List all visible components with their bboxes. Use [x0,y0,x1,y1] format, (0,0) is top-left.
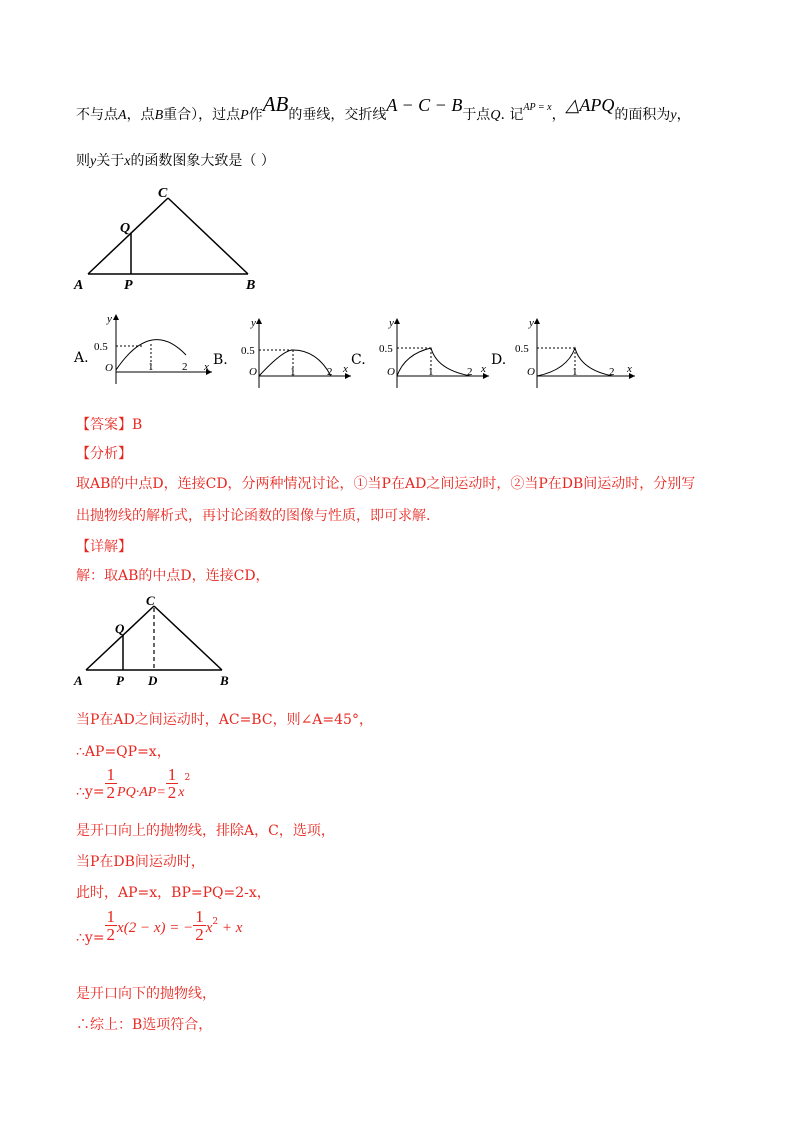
axis-y-label: y [389,317,394,329]
text: x [205,919,213,936]
numerator: 1 [106,765,116,784]
option-d-graph [509,314,639,388]
axis-x-label: x [204,361,209,373]
option-b-axes [256,318,351,388]
text: x [124,154,131,169]
origin-label: O [249,366,257,378]
triangle-figure-1 [70,186,270,294]
label-a: A [74,673,83,688]
detail-formula-2 [76,908,242,950]
tick-label: 2 [467,366,473,378]
analysis-tag: 【分析】 [76,446,132,462]
text: 的面积为 [614,107,671,123]
text: ∴y= [76,929,105,946]
triangle-figure-2 [70,594,240,690]
option-b-label: B. [213,352,228,368]
label-p: P [116,673,124,688]
option-a-axes [113,314,212,384]
text: ，点 [126,107,155,123]
exponent: 2 [212,916,219,927]
text: ， [676,107,691,123]
numerator: 1 [167,765,177,784]
detail-tag: 【详解】 [76,539,132,555]
question-line-2 [76,150,275,170]
text: 关于 [96,153,125,169]
numerator: 1 [106,907,116,926]
fraction-one-half [166,766,179,801]
tick-label: 1 [148,361,154,373]
tick-label: 0.5 [241,345,255,357]
text: A [118,108,127,123]
analysis-line-2: 出抛物线的解析式，再讨论函数的图像与性质，即可求解. [76,508,431,524]
denominator: 2 [106,783,116,802]
text: 的函数图象大致是（ ） [130,153,275,169]
answer-value: B [132,417,143,433]
option-a-graph [92,310,214,384]
axis-y-label: y [251,317,256,329]
origin-label: O [527,366,535,378]
text: x(2 − x) = − [117,919,194,936]
option-b-graph [231,314,353,388]
detail-line-7: 此时，AP=x，BP=PQ=2-x， [76,885,271,901]
detail-formula-1 [76,766,190,806]
origin-label: O [387,366,395,378]
denominator: 2 [106,925,116,944]
segment-cb-line [168,198,248,274]
option-d-label: D. [491,352,507,368]
detail-line-1: 解：取AB的中点D，连接CD， [76,568,270,584]
text: y [90,154,97,169]
label-b: B [220,673,229,688]
denominator: 2 [167,783,177,802]
question-line-1 [76,92,691,132]
option-c[interactable] [351,314,491,388]
segment-ac-line [88,198,168,274]
label-d: D [148,673,158,688]
axis-x-label: x [627,363,632,375]
fraction-one-half [105,766,118,801]
option-d-axes [534,318,635,388]
text: 重合），过点 [163,107,241,123]
option-d[interactable] [491,314,641,388]
axis-y-label: y [107,313,112,325]
label-q: Q [120,221,131,236]
text: P [240,108,249,123]
option-a[interactable] [74,310,214,384]
detail-line-5: 是开口向上的抛物线，排除A，C，选项， [76,823,335,839]
option-c-curve [397,348,471,376]
text: B [154,108,164,123]
fraction-one-half [105,908,118,943]
text: + x [218,919,243,936]
text: Q [490,108,501,123]
text: ∴y= [76,783,105,800]
segment-cb-line [154,606,222,670]
label-c: C [158,186,168,201]
label-b: B [246,278,256,293]
text: . 记 [500,107,524,123]
text: ， [551,107,566,123]
tick-label: 2 [609,366,615,378]
option-c-graph [369,314,491,388]
label-a: A [74,278,84,293]
numerator: 1 [195,907,204,926]
triangle-apq: △APQ [565,95,615,115]
analysis-line-1: 取AB的中点D，连接CD，分两种情况讨论，①当P在AD之间运动时，②当P在DB间运动时，分别写 [76,476,696,492]
path-acb: A − C − B [386,95,463,115]
segment-ac-line [86,606,154,670]
axis-x-label: x [343,363,348,375]
detail-line-9: 是开口向下的抛物线， [76,986,216,1002]
label-q: Q [115,621,125,636]
origin-label: O [105,362,113,374]
tick-label: 2 [182,361,188,373]
text: 不与点 [76,107,118,123]
option-c-label: C. [351,352,366,368]
ap-eq-x: AP = x [523,102,552,113]
text: PQ·AP= [117,784,166,800]
detail-line-3: ∴AP=QP=x， [76,744,171,760]
text: 的垂线，交折线 [288,107,387,123]
label-c: C [146,594,155,608]
axis-x-label: x [481,363,486,375]
text: 作 [248,107,263,123]
tick-label: 1 [428,366,434,378]
answer-line [76,414,142,434]
denominator: 2 [195,925,204,944]
tick-label: 1 [290,366,296,378]
tick-label: 2 [327,366,333,378]
detail-line-6: 当P在DB间运动时， [76,854,205,870]
label-p: P [124,278,133,293]
option-b[interactable] [213,314,353,388]
axis-y-label: y [529,317,534,329]
detail-line-10: ∴综上：B选项符合， [76,1017,213,1033]
tick-label: 0.5 [515,343,529,355]
tick-label: 0.5 [379,343,393,355]
text: 于点 [462,107,491,123]
option-c-axes [394,318,489,388]
option-a-label: A. [74,350,89,366]
text: x [178,784,185,800]
answer-tag: 【答案】 [76,417,132,433]
tick-label: 0.5 [94,341,108,353]
exponent: 2 [184,772,191,783]
text: y [670,108,677,123]
segment-ab: AB [262,92,289,116]
tick-label: 1 [572,366,578,378]
detail-line-2: 当P在AD之间运动时，AC=BC，则∠A=45°， [76,712,373,728]
fraction-one-half [193,908,206,943]
text: 则 [76,153,90,169]
